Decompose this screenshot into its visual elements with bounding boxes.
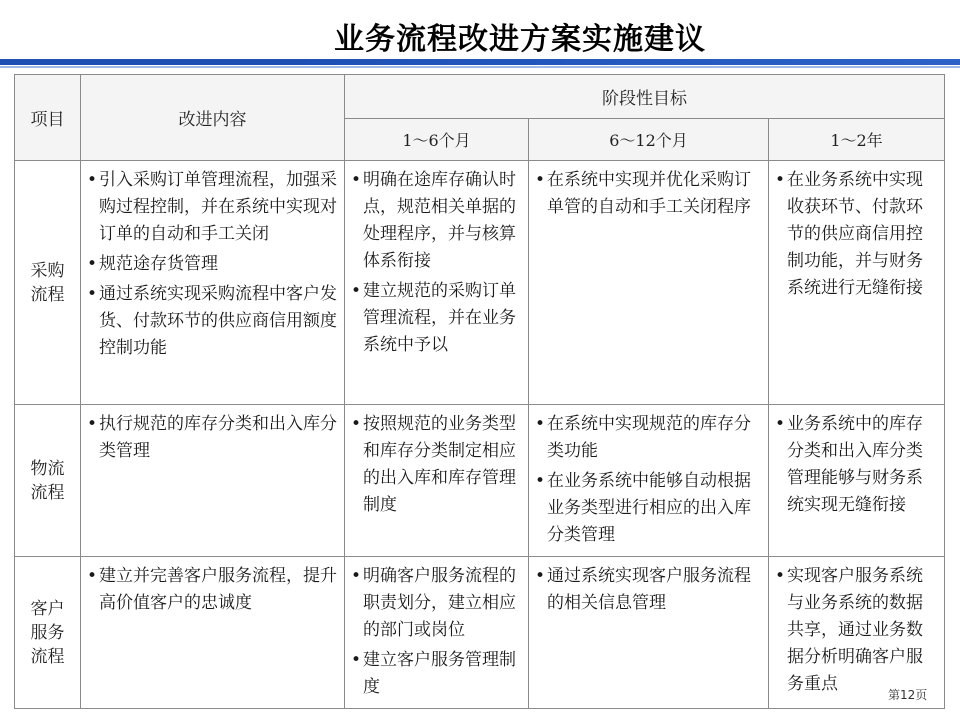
- list-item-text: 建立并完善客户服务流程，提升高价值客户的忠诚度: [99, 566, 337, 613]
- bullet-icon: •: [775, 414, 786, 434]
- bullet-icon: •: [87, 566, 98, 586]
- list-item: [351, 278, 522, 359]
- list-item: [535, 563, 762, 617]
- bullet-icon: •: [87, 284, 98, 304]
- bullet-icon: •: [535, 170, 546, 190]
- list-item: [775, 411, 938, 519]
- row-label-line: 流程: [30, 482, 65, 503]
- list-item-text: 按照规范的业务类型和库存分类制定相应的出入库和库存管理制度: [363, 414, 516, 515]
- bullet-icon: •: [87, 414, 98, 434]
- procurement-stage-3: [769, 161, 945, 405]
- list-item-text: 在系统中实现规范的库存分类功能: [547, 414, 751, 461]
- list-item-text: 在系统中实现并优化采购订单管的自动和手工关闭程序: [547, 170, 751, 217]
- list-item-text: 明确在途库存确认时点，规范相关单据的处理程序，并与核算体系衔接: [363, 170, 516, 271]
- procurement-stage-1: [345, 161, 529, 405]
- bullet-icon: •: [351, 414, 362, 434]
- row-label-line: 客户: [30, 598, 65, 619]
- header-stage-1: 1～6个月: [345, 119, 529, 161]
- row-label-line: 服务: [30, 622, 65, 643]
- list-item: [535, 167, 762, 221]
- logistics-stage-3: [769, 405, 945, 557]
- row-label-line: 流程: [30, 646, 65, 667]
- row-label-line: 物流: [30, 458, 65, 479]
- row-label-procurement: [15, 161, 81, 405]
- list-item-text: 建立客户服务管理制度: [363, 650, 516, 697]
- list-item-text: 建立规范的采购订单管理流程，并在业务系统中予以: [363, 281, 516, 355]
- list-item: [535, 468, 762, 549]
- table-row: [15, 405, 945, 557]
- list-item-text: 在业务系统中实现收获环节、付款环节的供应商信用控制功能，并与财务系统进行无缝衔接: [787, 170, 923, 298]
- customer-service-stage-1: [345, 557, 529, 709]
- table-row: [15, 161, 945, 405]
- list-item: [87, 563, 338, 617]
- list-item: [535, 411, 762, 465]
- logistics-stage-2: [529, 405, 769, 557]
- bullet-icon: •: [535, 566, 546, 586]
- list-item-text: 执行规范的库存分类和出入库分类管理: [99, 414, 337, 461]
- bullet-icon: •: [535, 414, 546, 434]
- list-item: [351, 411, 522, 519]
- list-item: [87, 251, 338, 278]
- list-item-text: 引入采购订单管理流程，加强采购过程控制，并在系统中实现对订单的自动和手工关闭: [99, 170, 337, 244]
- customer-service-content: [81, 557, 345, 709]
- list-item: [775, 167, 938, 302]
- list-item: [87, 281, 338, 362]
- list-item: [351, 647, 522, 701]
- list-item-text: 明确客户服务流程的职责划分，建立相应的部门或岗位: [363, 566, 516, 640]
- procurement-stage-2: [529, 161, 769, 405]
- header-stage-2: 6～12个月: [529, 119, 769, 161]
- list-item: [87, 167, 338, 248]
- bullet-icon: •: [775, 170, 786, 190]
- list-item-text: 规范途存货管理: [99, 254, 218, 274]
- bullet-icon: •: [87, 254, 98, 274]
- list-item: [87, 411, 338, 465]
- bullet-icon: •: [535, 471, 546, 491]
- header-item: 项目: [15, 75, 81, 161]
- title-underline: [0, 59, 960, 65]
- bullet-icon: •: [351, 281, 362, 301]
- list-item-text: 在业务系统中能够自动根据业务类型进行相应的出入库分类管理: [547, 471, 751, 545]
- bullet-icon: •: [351, 650, 362, 670]
- list-item-text: 通过系统实现客户服务流程的相关信息管理: [547, 566, 751, 613]
- page-number: 第12页: [888, 688, 928, 702]
- bullet-icon: •: [775, 566, 786, 586]
- row-label-customer-service: [15, 557, 81, 709]
- bullet-icon: •: [351, 566, 362, 586]
- list-item: [351, 167, 522, 275]
- list-item-text: 实现客户服务系统与业务系统的数据共享，通过业务数据分析明确客户服务重点: [787, 566, 923, 694]
- row-label-line: 采购: [30, 260, 65, 281]
- logistics-stage-1: [345, 405, 529, 557]
- customer-service-stage-2: [529, 557, 769, 709]
- title-underline-thin: [0, 66, 960, 68]
- list-item-text: 通过系统实现采购流程中客户发货、付款环节的供应商信用额度控制功能: [99, 284, 337, 358]
- header-content: 改进内容: [81, 75, 345, 161]
- bullet-icon: •: [351, 170, 362, 190]
- row-label-line: 流程: [30, 284, 65, 305]
- page-title: 业务流程改进方案实施建议: [334, 22, 706, 57]
- header-stage-goal: 阶段性目标: [345, 75, 945, 119]
- procurement-content: [81, 161, 345, 405]
- improvement-plan-table: [14, 74, 945, 709]
- logistics-content: [81, 405, 345, 557]
- header-stage-3: 1～2年: [769, 119, 945, 161]
- row-label-logistics: [15, 405, 81, 557]
- list-item: [775, 563, 938, 698]
- list-item: [351, 563, 522, 644]
- list-item-text: 业务系统中的库存分类和出入库分类管理能够与财务系统实现无缝衔接: [787, 414, 923, 515]
- table-row: [15, 557, 945, 709]
- bullet-icon: •: [87, 170, 98, 190]
